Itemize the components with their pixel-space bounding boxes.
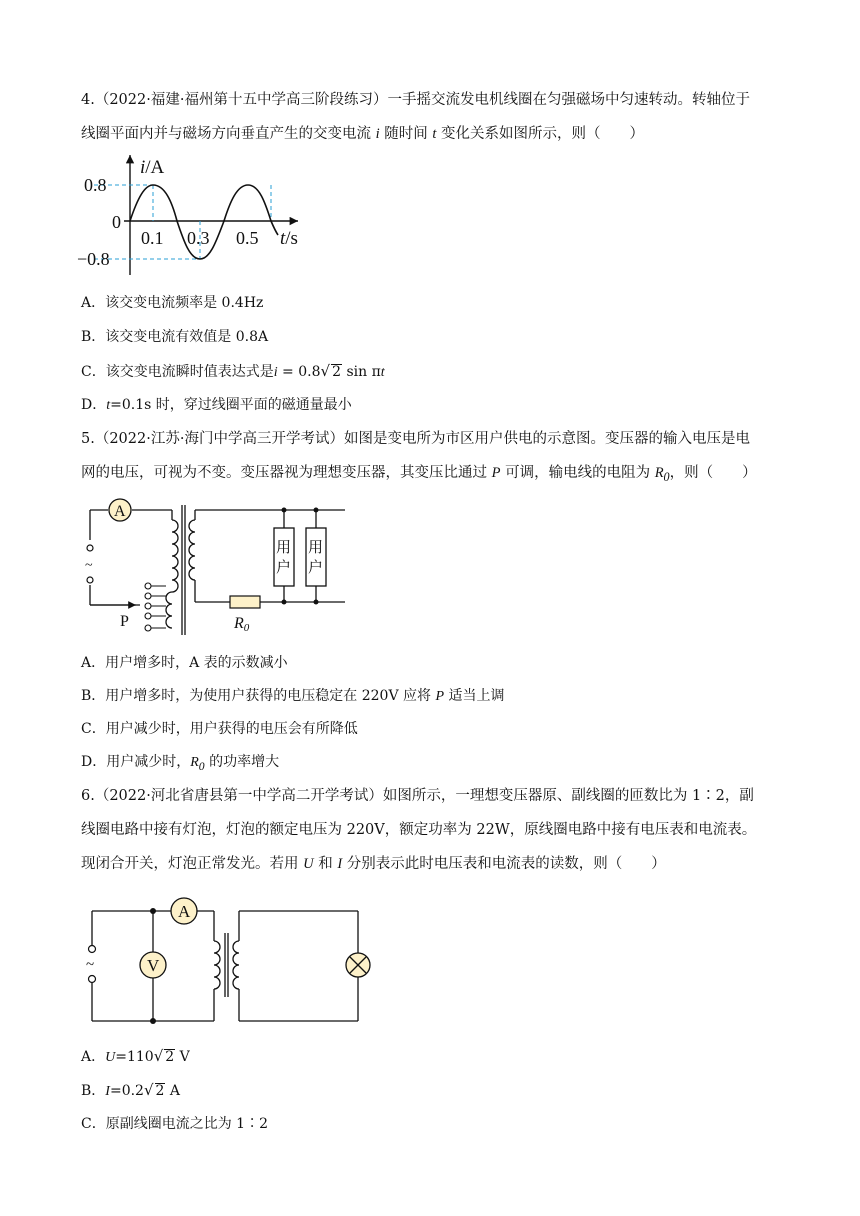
q4-tick-x-01: 0.1 — [141, 228, 164, 248]
q6-option-b-radicand: 2 — [155, 1083, 165, 1099]
q5-var-r: R — [654, 465, 664, 481]
q5-user-labels — [276, 539, 323, 576]
q6-option-b-sqrt-sign: √ — [143, 1081, 154, 1099]
q6-ammeter-label: A — [178, 902, 191, 921]
q5-resistor-icon — [230, 596, 260, 608]
q5-option-d-text-b: 的功率增大 — [204, 754, 280, 770]
q5-var-p: P — [491, 465, 501, 481]
q4-stem-text-b: 随时间 — [379, 126, 433, 142]
q4-option-b[interactable]: B．该交变电流有效值是 0.8A — [81, 329, 269, 345]
q4-option-d-text: =0.1s 时，穿过线圈平面的磁通量最小 — [110, 397, 352, 413]
q5-option-d-text-a: D．用户减少时， — [81, 754, 191, 770]
q5-ac-symbol: ~ — [85, 558, 93, 573]
q5-stem-text-c: ，则（ ） — [669, 465, 757, 481]
q4-stem-text-a: 线圈平面内并与磁场方向垂直产生的交变电流 — [81, 126, 376, 142]
q6-stem-text-c: 分别表示此时电压表和电流表的读数，则（ ） — [342, 856, 666, 872]
q4-origin-label: 0 — [112, 212, 121, 232]
q6-option-c[interactable]: C．原副线圈电流之比为 1∶2 — [81, 1116, 268, 1132]
q4-stem-line1: 4.（2022·福建·福州第十五中学高三阶段练习）一手摇交流发电机线圈在匀强磁场中匀速转动。转轴位于 — [81, 92, 750, 108]
q5-option-a[interactable]: A．用户增多时，A 表的示数减小 — [81, 655, 288, 671]
q4-option-d[interactable] — [81, 395, 352, 416]
q6-option-b-var-i: I — [105, 1084, 110, 1099]
q6-terminal-bottom — [89, 976, 96, 983]
q4-option-c-sin: sin π — [342, 364, 381, 380]
q5-terminal-top — [87, 545, 93, 551]
q4-option-c-radicand: 2 — [332, 364, 341, 380]
q6-var-i: I — [337, 856, 343, 872]
q4-y-label: i/A — [140, 157, 165, 178]
q4-tick-x-05: 0.5 — [236, 228, 259, 248]
q6-stem-text-b: 和 — [313, 856, 338, 872]
q5-option-b[interactable] — [81, 686, 505, 707]
q6-option-a-sqrt-sign: √ — [153, 1047, 164, 1065]
q5-resistor-label: R0 — [234, 615, 250, 634]
q6-terminal-top — [89, 946, 96, 953]
q4-tick-x-03: 0.3 — [187, 228, 210, 248]
q6-stem-line3 — [81, 854, 666, 874]
q4-option-c-text: C．该交变电流瞬时值表达式是 — [81, 364, 274, 380]
q5-stem-text-a: 网的电压，可视为不变。变压器视为理想变压器，其变压比通过 — [81, 465, 492, 481]
q5-substation-circuit — [80, 490, 360, 640]
q4-sqrt-sign: √ — [320, 362, 331, 380]
q5-option-b-text-a: B．用户增多时，为使用户获得的电压稳定在 220V 应将 — [81, 688, 436, 704]
q4-option-c[interactable] — [81, 361, 385, 383]
q4-tick-y-neg: −0.8 — [77, 249, 110, 269]
q5-option-b-text-b: 适当上调 — [444, 688, 505, 704]
q5-option-d-var-r-sub: 0 — [198, 759, 205, 773]
q4-var-i: i — [375, 126, 380, 142]
q5-var-r-sub: 0 — [663, 469, 670, 484]
q5-tap-wires — [151, 586, 166, 628]
q6-var-u: U — [303, 856, 314, 872]
q4-option-c-var-i: i — [273, 365, 278, 380]
q6-option-a-value: =110 — [115, 1049, 154, 1065]
q4-option-c-var-t: t — [380, 365, 385, 380]
q6-option-b-unit: A — [165, 1083, 181, 1099]
q4-option-d-label: D． — [81, 397, 107, 413]
q5-terminal-bottom — [87, 577, 93, 583]
q6-stem-line2: 线圈电路中接有灯泡，灯泡的额定电压为 220V，额定功率为 22W，原线圈电路中接有电压表和电流表。 — [81, 822, 757, 838]
q5-tap-label: P — [120, 613, 129, 630]
q6-voltmeter-label: V — [147, 956, 160, 975]
q6-option-a-unit: V — [175, 1049, 190, 1065]
q6-option-b-value: =0.2 — [109, 1083, 144, 1099]
q5-stem-line1: 5.（2022·江苏·海门中学高三开学考试）如图是变电所为市区用户供电的示意图。变压器的输入电压是电 — [81, 431, 750, 447]
q4-option-a[interactable]: A．该交变电流频率是 0.4Hz — [81, 295, 264, 311]
q5-ammeter-label: A — [114, 503, 126, 520]
q6-option-b-label: B． — [81, 1083, 106, 1099]
q6-option-a[interactable] — [81, 1046, 190, 1068]
q5-tap-points — [145, 583, 151, 631]
q5-option-d[interactable] — [81, 752, 279, 777]
lamp-icon — [346, 953, 370, 977]
q4-x-label: t/s — [280, 228, 298, 249]
q6-option-b[interactable] — [81, 1080, 180, 1102]
q4-option-d-var-t: t — [106, 398, 111, 413]
q6-stem-line1: 6.（2022·河北省唐县第一中学高二开学考试）如图所示，一理想变压器原、副线圈的匝数比为 1∶2，副 — [81, 788, 754, 804]
q4-option-c-eq: = 0.8 — [277, 364, 321, 380]
q6-option-a-var-u: U — [105, 1050, 116, 1065]
q6-option-a-label: A． — [81, 1049, 106, 1065]
q5-option-b-var-p: P — [435, 689, 445, 704]
q5-option-c[interactable]: C．用户减少时，用户获得的电压会有所降低 — [81, 721, 358, 737]
q5-stem-text-b: 可调，输电线的电阻为 — [500, 465, 655, 481]
q5-user2-label: 用户 — [308, 540, 324, 576]
q4-current-graph — [77, 150, 314, 280]
q6-ac-symbol: ~ — [86, 957, 95, 973]
q5-user1-label: 用户 — [276, 540, 292, 576]
q5-option-d-var-r: R — [190, 755, 199, 770]
q4-stem-text-c: 变化关系如图所示，则（ ） — [436, 126, 644, 142]
q4-var-t: t — [432, 126, 437, 142]
q4-stem-line2 — [81, 124, 644, 144]
q6-option-a-radicand: 2 — [165, 1049, 175, 1065]
q4-tick-y-pos: 0.8 — [84, 175, 107, 195]
q5-junctions — [282, 508, 319, 605]
q6-transformer-circuit — [80, 893, 380, 1028]
q6-stem-text-a: 现闭合开关，灯泡正常发光。若用 — [81, 856, 304, 872]
q5-stem-line2 — [81, 463, 757, 487]
